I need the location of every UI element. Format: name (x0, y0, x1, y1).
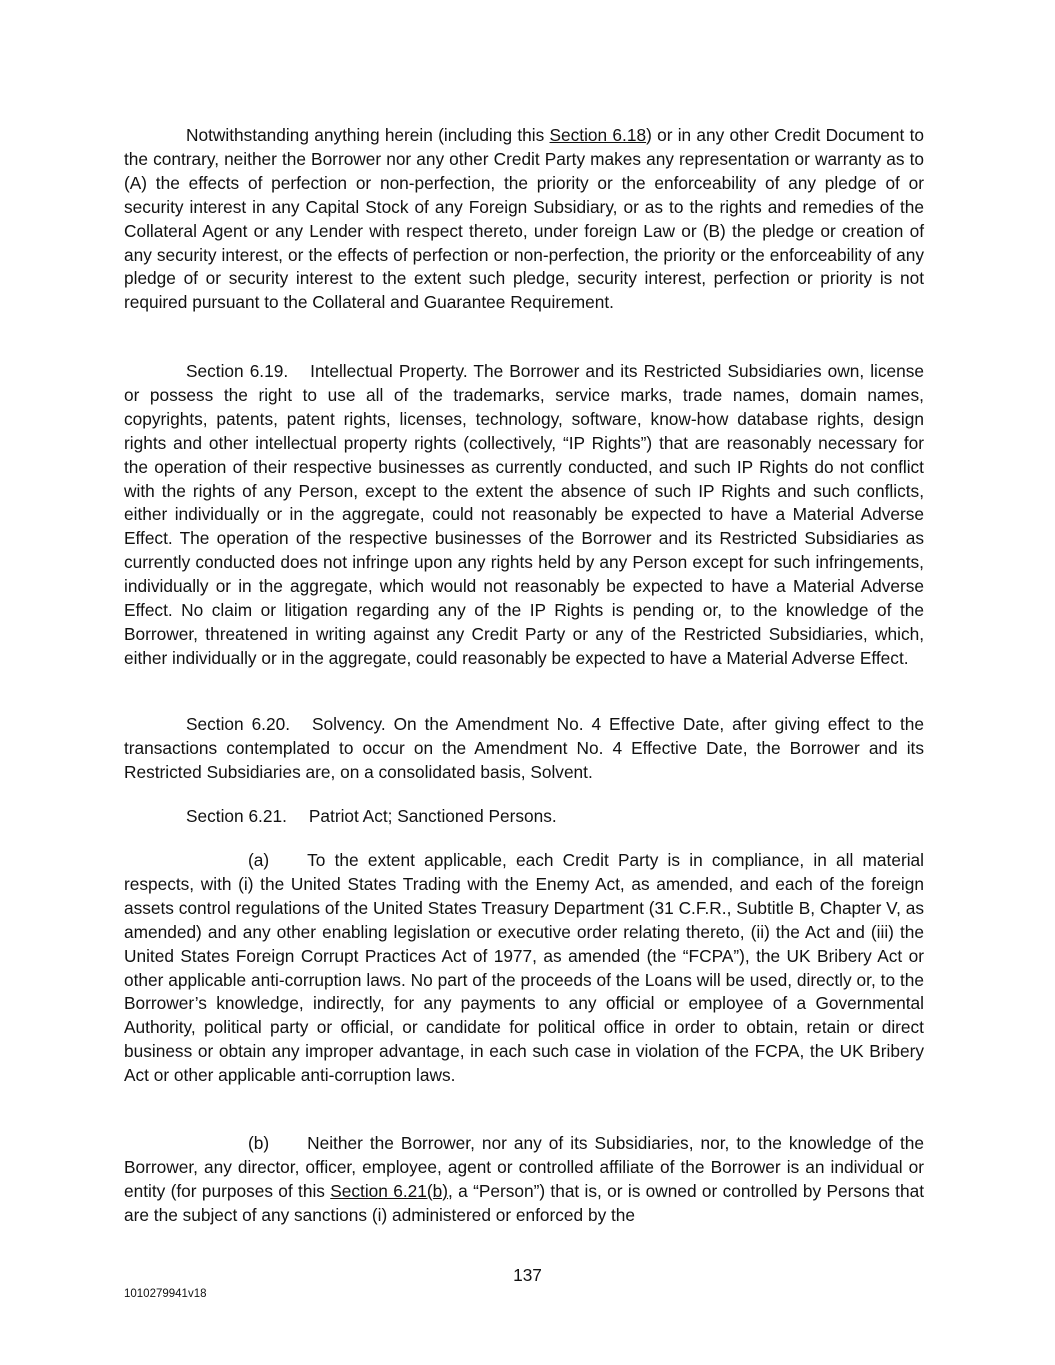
section-6-21-b-paragraph (124, 1132, 924, 1228)
section-6-21-heading-paragraph (124, 805, 924, 829)
section-6-19-number: Section 6.19. (186, 361, 289, 381)
paragraph-foreign-pledge-disclaimer (124, 124, 924, 315)
section-6-19-paragraph (124, 360, 924, 671)
p1-text-before: Notwithstanding anything herein (including this (186, 125, 550, 145)
section-6-21-heading: Patriot Act; Sanctioned Persons. (308, 806, 557, 826)
section-6-20-number: Section 6.20. (186, 714, 291, 734)
clause-a-body: To the extent applicable, each Credit Party is in compliance, in all material respects, with (i) the United States Trading with the Enemy Act, as amended, and each of the foreign assets control regulations of the United States Treasury Department (31 C.F.R., Subtitle B, Chapter V, as amended) and any other enabling legislation or executive order relating thereto, (ii) the Act and (iii) the United States Foreign Corrupt Practices Act of 1977, as amended (the “FCPA”), the UK Bribery Act or other applicable anti-corruption laws. No part of the proceeds of the Loans will be used, directly or, to the Borrower’s knowledge, indirectly, for any payments to any official or employee of a Governmental Authority, political party or official, or candidate for political office in order to obtain, retain or direct business or obtain any improper advantage, in each such case in violation of the FCPA, the UK Bribery Act or other applicable anti-corruption laws. (124, 850, 924, 1086)
clause-b-label: (b) (248, 1133, 270, 1153)
clause-b-text-before: Neither the Borrower, nor any of its Subsidiaries, nor, to the knowledge of the Borrower, any director, officer, employee, agent or controlled affiliate of the Borrower is an individual or entity (for purposes of this (124, 1133, 924, 1201)
clause-a-label: (a) (248, 850, 270, 870)
section-6-21-b-reference: Section 6.21(b) (330, 1180, 448, 1201)
p1-text-after: ) or in any other Credit Document to the contrary, neither the Borrower nor any other Credit Party makes any representation or warranty as to (A) the effects of perfection or non-perfection, the priority or the enforceability of any pledge of or security interest in any Capital Stock of any Foreign Subsidiary, or as to the rights and remedies of the Collateral Agent or any Lender with respect thereto, under foreign Law or (B) the pledge or creation of any security interest, or the effects of perfection or non-perfection, the priority or the enforceability of any pledge of or security interest to the extent such pledge, security interest, perfection or priority is not required pursuant to the Collateral and Guarantee Requirement. (124, 125, 925, 313)
section-6-20-heading: Solvency. (312, 714, 386, 734)
document-id: 1010279941v18 (124, 1288, 207, 1300)
page-number: 137 (513, 1265, 542, 1285)
section-6-19-body: The Borrower and its Restricted Subsidiaries own, license or possess the right to use all of the trademarks, service marks, trade names, domain names, copyrights, patents, patent rights, licenses, technology, software, know-how database rights, design rights and other intellectual property rights (collectively, “IP Rights”) that are reasonably necessary for the operation of their respective businesses as currently conducted, and such IP Rights do not conflict with the rights of any Person, except to the extent the absence of such IP Rights and such conflicts, either individually or in the aggregate, could not reasonably be expected to have a Material Adverse Effect. The operation of the respective businesses of the Borrower and its Restricted Subsidiaries as currently conducted does not infringe upon any rights held by any Person except for such infringements, individually or in the aggregate, which would not reasonably be expected to have a Material Adverse Effect. No claim or litigation regarding any of the IP Rights is pending or, to the knowledge of the Borrower, threatened in writing against any Credit Party or any of the Restricted Subsidiaries, which, either individually or in the aggregate, could reasonably be expected to have a Material Adverse Effect. (124, 361, 925, 668)
section-6-19-heading: Intellectual Property. (310, 361, 468, 381)
section-6-21-number: Section 6.21. (186, 806, 287, 826)
section-6-21-a-paragraph (124, 849, 924, 1088)
section-6-20-paragraph (124, 713, 924, 785)
section-6-18-reference: Section 6.18 (549, 125, 647, 145)
section-6-20-body: On the Amendment No. 4 Effective Date, after giving effect to the transactions contemplated to occur on the Amendment No. 4 Effective Date, the Borrower and its Restricted Subsidiaries are, on a consolidated basis, Solvent. (124, 714, 924, 782)
clause-b-text-after: , a “Person”) that is, or is owned or controlled by Persons that are the subject of any sanctions (i) administered or enforced by the (124, 1180, 924, 1225)
